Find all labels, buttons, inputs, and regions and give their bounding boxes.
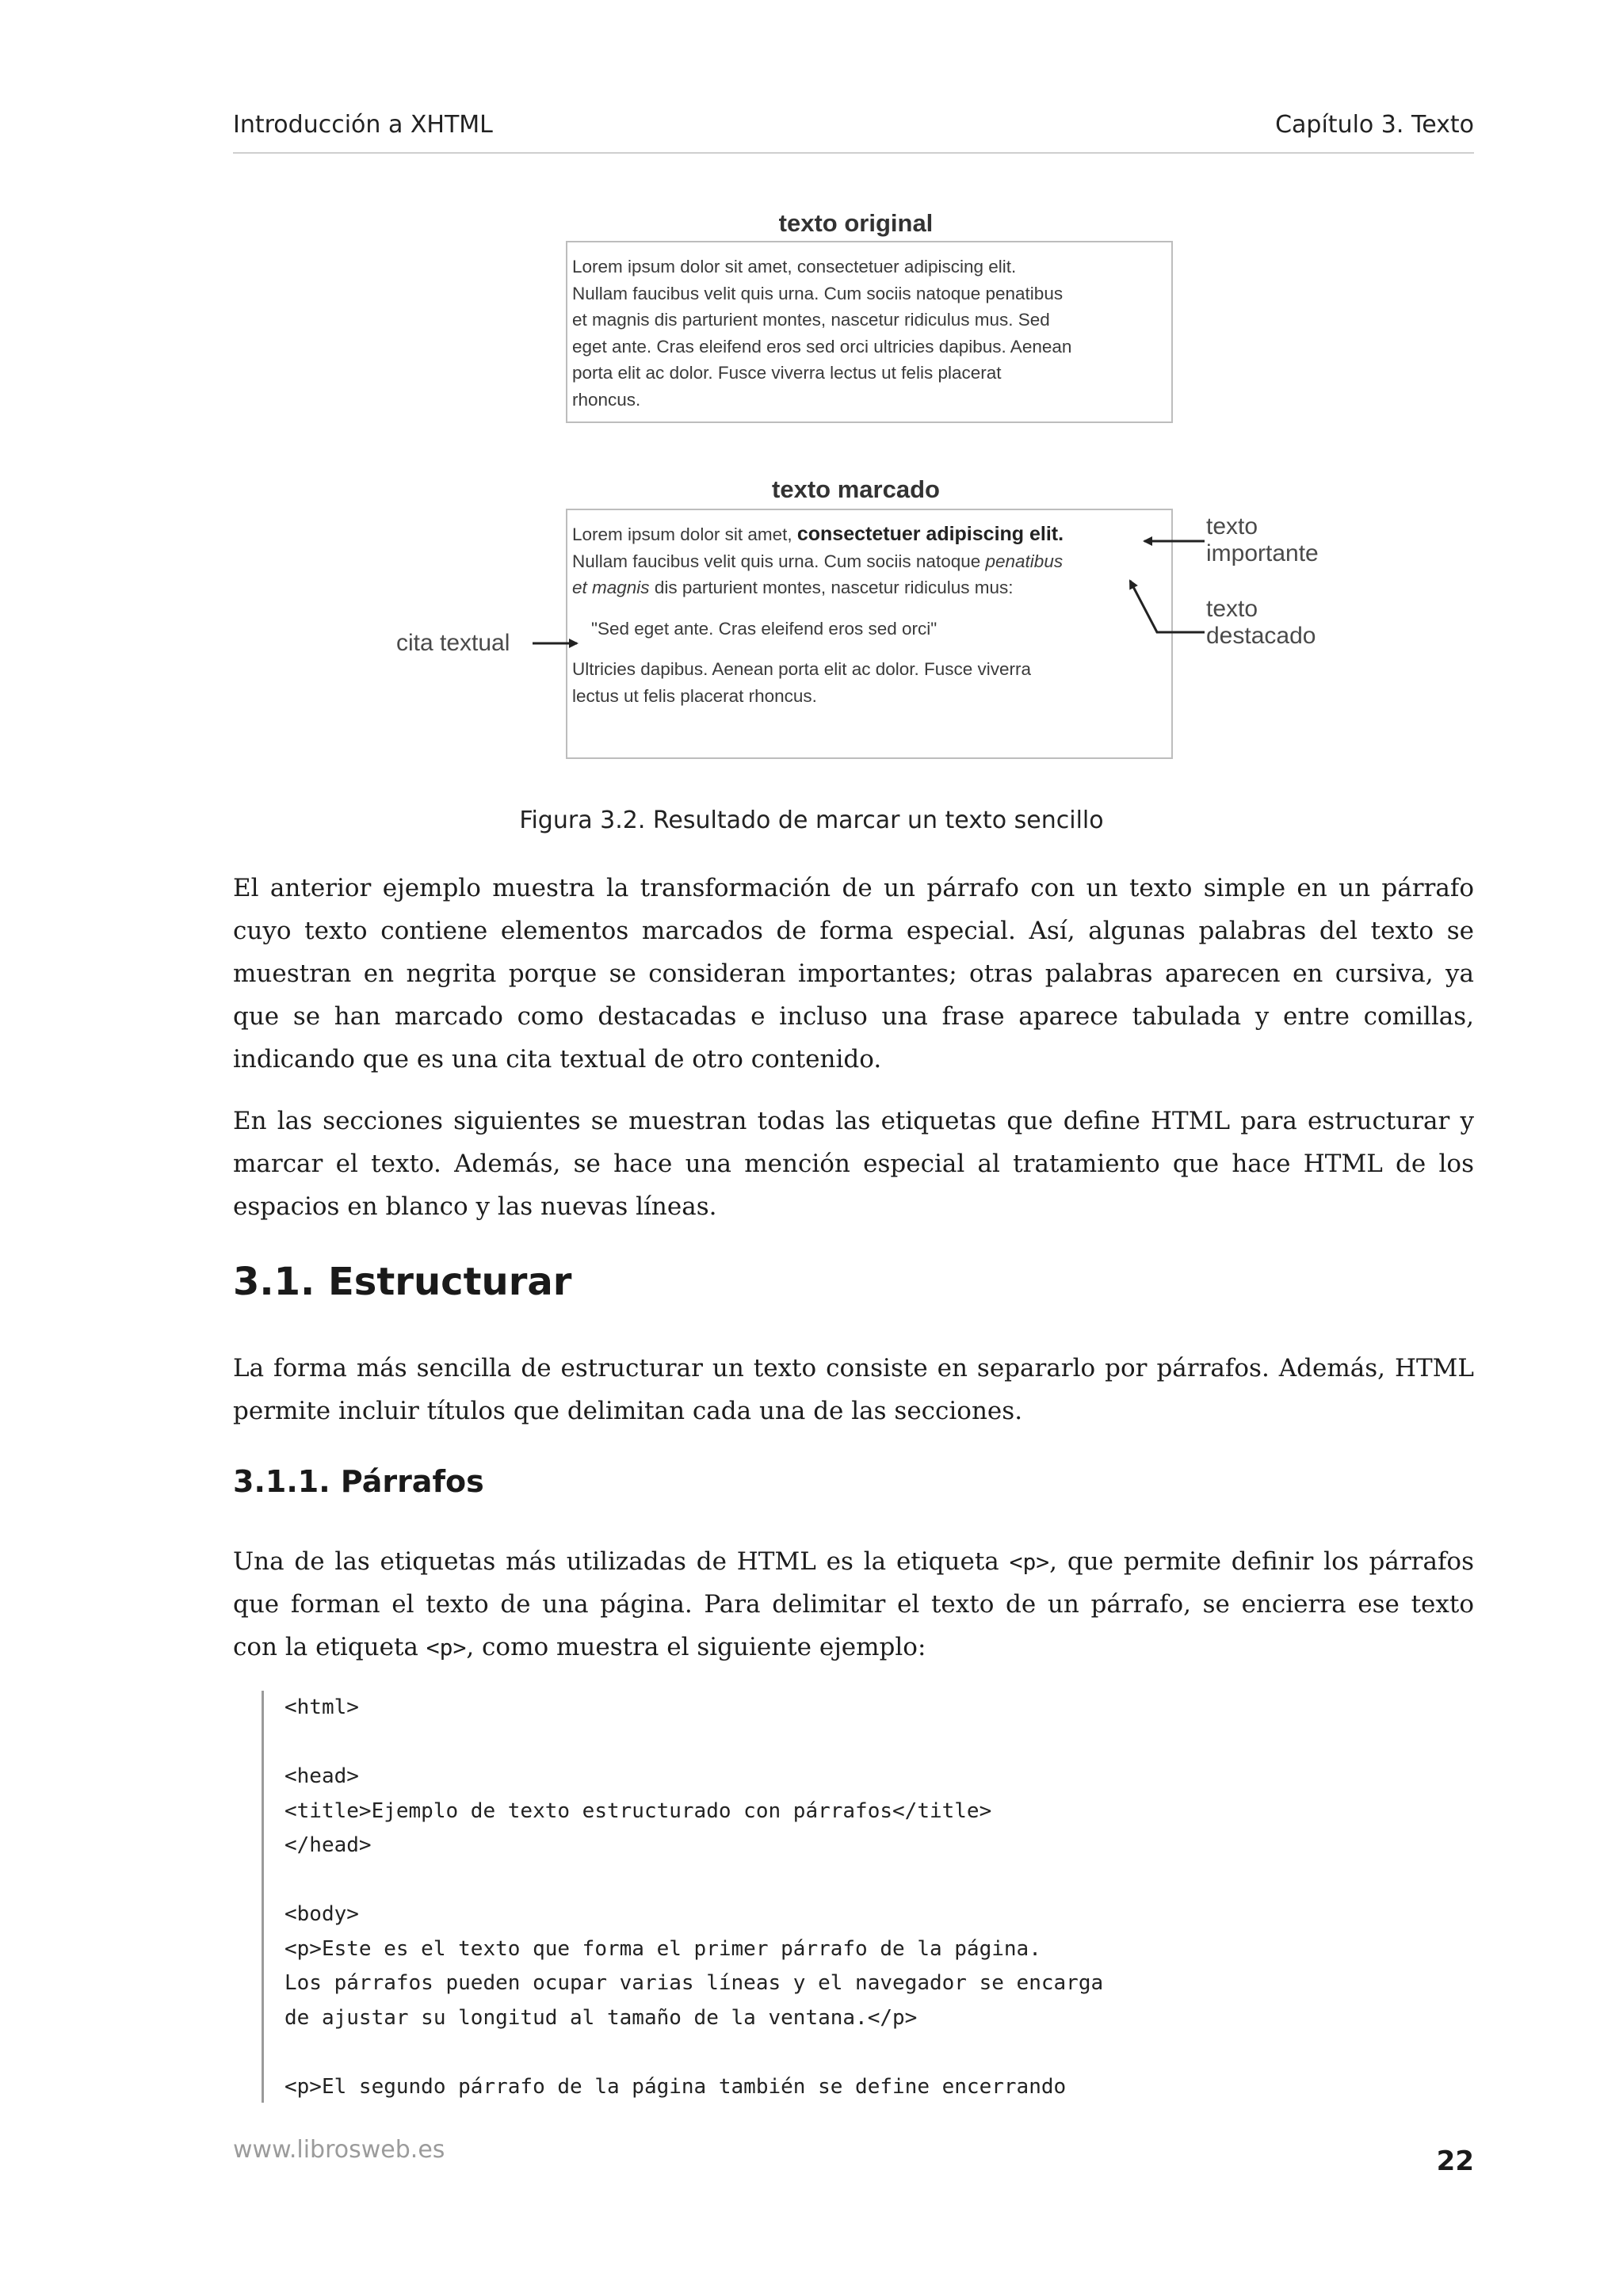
marked-plain-text: dis parturient montes, nascetur ridiculus mus:: [649, 578, 1014, 597]
original-line: et magnis dis parturient montes, nascetur ridiculus mus. Sed: [572, 310, 1050, 330]
code-line: </head>: [285, 1833, 372, 1857]
original-line: porta elit ac dolor. Fusce viverra lectus ut felis placerat: [572, 363, 1002, 383]
inline-code: <p>: [1009, 1549, 1050, 1575]
original-line: Lorem ipsum dolor sit amet, consectetuer adipiscing elit.: [572, 257, 1017, 277]
code-line: <p>Este es el texto que forma el primer párrafo de la página.: [285, 1936, 1041, 1961]
code-listing: [262, 1691, 1453, 2103]
paragraph-line: marcar el texto. Además, se hace una mención especial al tratamiento que hace HTML de los: [233, 1150, 1474, 1178]
marked-em-text: et magnis: [572, 578, 650, 597]
figure-marked-title: texto marcado: [772, 475, 940, 503]
note-important-line: texto: [1206, 513, 1258, 540]
code-line: [264, 1726, 1453, 1760]
paragraph-line: que se han marcado como destacadas e incluso una frase aparece tabulada y entre comillas,: [233, 1002, 1474, 1031]
code-line: <title>Ejemplo de texto estructurado con párrafos</title>: [285, 1798, 992, 1823]
paragraph-text: Una de las etiquetas más utilizadas de HTML es la etiqueta: [233, 1547, 1010, 1576]
note-emphasis-line: texto: [1206, 596, 1258, 622]
paragraph-text: con la etiqueta: [233, 1633, 426, 1661]
marked-plain-text: Lorem ipsum dolor sit amet,: [572, 524, 797, 544]
note-important-line: importante: [1206, 540, 1319, 566]
paragraph-text: , como muestra el siguiente ejemplo:: [466, 1633, 926, 1661]
note-important: [1206, 513, 1319, 567]
figure-3-2: [0, 0, 1623, 871]
chapter-title: Capítulo 3. Texto: [1275, 111, 1474, 139]
paragraph-line: que forman el texto de una página. Para delimitar el texto de un párrafo, se encierra ese texto: [233, 1590, 1474, 1619]
paragraph-line: [233, 1626, 1474, 1669]
marked-plain-text: Nullam faucibus velit quis urna. Cum sociis natoque: [572, 551, 986, 571]
paragraph-line: En las secciones siguientes se muestran todas las etiquetas que define HTML para estructurar y: [233, 1107, 1474, 1135]
code-line: [264, 2035, 1453, 2070]
marked-strong-text: consectetuer adipiscing elit.: [796, 523, 1064, 545]
code-line: <head>: [285, 1764, 359, 1788]
figure-caption: Figura 3.2. Resultado de marcar un texto sencillo: [519, 807, 1104, 834]
marked-quote: "Sed eget ante. Cras eleifend eros sed orci": [591, 618, 938, 639]
note-emphasis: [1206, 596, 1316, 650]
code-line: Los párrafos pueden ocupar varias líneas y el navegador se encarga: [285, 1971, 1104, 1995]
code-line: de ajustar su longitud al tamaño de la ventana.</p>: [285, 2005, 918, 2030]
note-emphasis-line: destacado: [1206, 623, 1316, 649]
paragraph-line: [233, 1540, 1474, 1583]
footer-url: www.librosweb.es: [233, 2136, 445, 2164]
original-line: rhoncus.: [572, 389, 641, 410]
paragraph-line: cuyo texto contiene elementos marcados de forma especial. Así, algunas palabras del texto se: [233, 917, 1474, 945]
code-line: <p>El segundo párrafo de la página también se define encerrando: [285, 2074, 1067, 2099]
original-line: Nullam faucibus velit quis urna. Cum sociis natoque penatibus: [572, 283, 1064, 303]
marked-line: lectus ut felis placerat rhoncus.: [572, 685, 817, 706]
paragraph-3: [233, 1347, 1474, 1432]
marked-em-text: penatibus: [985, 551, 1064, 571]
paragraph-line: El anterior ejemplo muestra la transformación de un párrafo con un texto simple en un párrafo: [233, 874, 1474, 902]
inline-code: <p>: [426, 1634, 467, 1661]
paragraph-4: [233, 1540, 1474, 1669]
marked-line: Ultricies dapibus. Aenean porta elit ac dolor. Fusce viverra: [572, 659, 1032, 679]
figure-annotation-arrows: [0, 0, 1623, 871]
subsection-heading: 3.1.1. Párrafos: [233, 1464, 484, 1499]
paragraph-line: permite incluir títulos que delimitan cada una de las secciones.: [233, 1397, 1023, 1425]
original-line: eget ante. Cras eleifend eros sed orci ultricies dapibus. Aenean: [572, 336, 1072, 357]
page-number: 22: [1436, 2145, 1474, 2177]
note-quote: cita textual: [396, 630, 510, 656]
paragraph-line: muestran en negrita porque se consideran importantes; otras palabras aparecen en cursiva, ya: [233, 959, 1474, 988]
figure-original-title: texto original: [778, 209, 934, 237]
paragraph-2: [233, 1100, 1474, 1228]
code-line: <html>: [285, 1695, 359, 1719]
paragraph-1: [233, 867, 1474, 1081]
emphasis-arrow: [1130, 581, 1205, 632]
paragraph-line: La forma más sencilla de estructurar un texto consiste en separarlo por párrafos. Además, HTML: [233, 1354, 1474, 1383]
paragraph-line: espacios en blanco y las nuevas líneas.: [233, 1192, 717, 1221]
section-heading: 3.1. Estructurar: [233, 1260, 572, 1304]
code-line: <body>: [285, 1902, 359, 1926]
paragraph-text: , que permite definir los párrafos: [1049, 1547, 1474, 1576]
paragraph-line: indicando que es una cita textual de otro contenido.: [233, 1045, 882, 1074]
book-title: Introducción a XHTML: [233, 111, 493, 139]
code-line: [264, 1863, 1453, 1898]
